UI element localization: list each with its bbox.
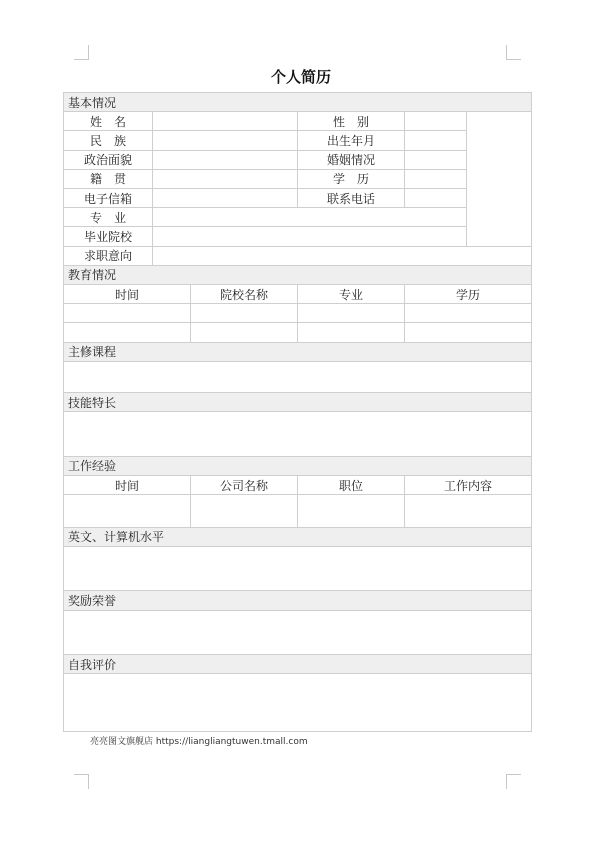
edu-cell[interactable]	[298, 304, 405, 323]
work-cell[interactable]	[405, 495, 532, 527]
work-cell[interactable]	[191, 495, 298, 527]
field-email[interactable]	[153, 189, 298, 208]
crop-mark-bottom-right	[506, 774, 521, 789]
field-phone[interactable]	[405, 189, 467, 208]
label-email: 电子信箱	[64, 189, 153, 208]
resume-table	[63, 92, 532, 732]
section-basic: 基本情况	[64, 93, 532, 112]
label-major: 专 业	[64, 208, 153, 227]
edu-cell[interactable]	[405, 323, 532, 342]
section-work: 工作经验	[64, 456, 532, 475]
label-school: 毕业院校	[64, 227, 153, 246]
label-political: 政治面貌	[64, 150, 153, 169]
field-major[interactable]	[153, 208, 467, 227]
page-title: 个人简历	[270, 68, 331, 86]
work-cell[interactable]	[298, 495, 405, 527]
work-cell[interactable]	[64, 495, 191, 527]
edu-cell[interactable]	[191, 323, 298, 342]
work-header-time: 时间	[64, 476, 191, 495]
section-education: 教育情况	[64, 265, 532, 284]
field-degree[interactable]	[405, 169, 467, 188]
photo-box[interactable]	[467, 112, 532, 246]
crop-mark-top-left	[74, 45, 89, 60]
label-intention: 求职意向	[64, 246, 153, 265]
label-phone: 联系电话	[298, 189, 405, 208]
edu-cell[interactable]	[64, 304, 191, 323]
footer-shop-link[interactable]: https://liangliangtuwen.tmall.com	[155, 737, 308, 747]
edu-cell[interactable]	[64, 323, 191, 342]
section-language: 英文、计算机水平	[64, 527, 532, 546]
awards-content[interactable]	[64, 610, 532, 654]
edu-cell[interactable]	[191, 304, 298, 323]
label-degree: 学 历	[298, 169, 405, 188]
self-content[interactable]	[64, 674, 532, 732]
label-gender: 性 别	[298, 112, 405, 131]
section-courses: 主修课程	[64, 342, 532, 361]
footer-shop-name: 亮亮图文旗舰店	[90, 737, 154, 747]
section-awards: 奖励荣誉	[64, 591, 532, 610]
field-marital[interactable]	[405, 150, 467, 169]
field-gender[interactable]	[405, 112, 467, 131]
work-header-position: 职位	[298, 476, 405, 495]
section-skills: 技能特长	[64, 393, 532, 412]
field-ethnicity[interactable]	[153, 131, 298, 150]
section-self: 自我评价	[64, 654, 532, 673]
work-header-content: 工作内容	[405, 476, 532, 495]
edu-cell[interactable]	[298, 323, 405, 342]
label-marital: 婚姻情况	[298, 150, 405, 169]
field-political[interactable]	[153, 150, 298, 169]
field-name[interactable]	[153, 112, 298, 131]
edu-header-time: 时间	[64, 285, 191, 304]
edu-header-degree: 学历	[405, 285, 532, 304]
crop-mark-bottom-left	[74, 774, 89, 789]
crop-mark-top-right	[506, 45, 521, 60]
skills-content[interactable]	[64, 412, 532, 456]
label-native-place: 籍 贯	[64, 169, 153, 188]
label-name: 姓 名	[64, 112, 153, 131]
edu-header-major: 专业	[298, 285, 405, 304]
field-intention[interactable]	[153, 246, 532, 265]
footer-credit	[90, 734, 308, 747]
label-birth: 出生年月	[298, 131, 405, 150]
field-native-place[interactable]	[153, 169, 298, 188]
edu-header-school: 院校名称	[191, 285, 298, 304]
language-content[interactable]	[64, 546, 532, 590]
field-school[interactable]	[153, 227, 467, 246]
edu-cell[interactable]	[405, 304, 532, 323]
field-birth[interactable]	[405, 131, 467, 150]
work-header-company: 公司名称	[191, 476, 298, 495]
label-ethnicity: 民 族	[64, 131, 153, 150]
courses-content[interactable]	[64, 361, 532, 392]
